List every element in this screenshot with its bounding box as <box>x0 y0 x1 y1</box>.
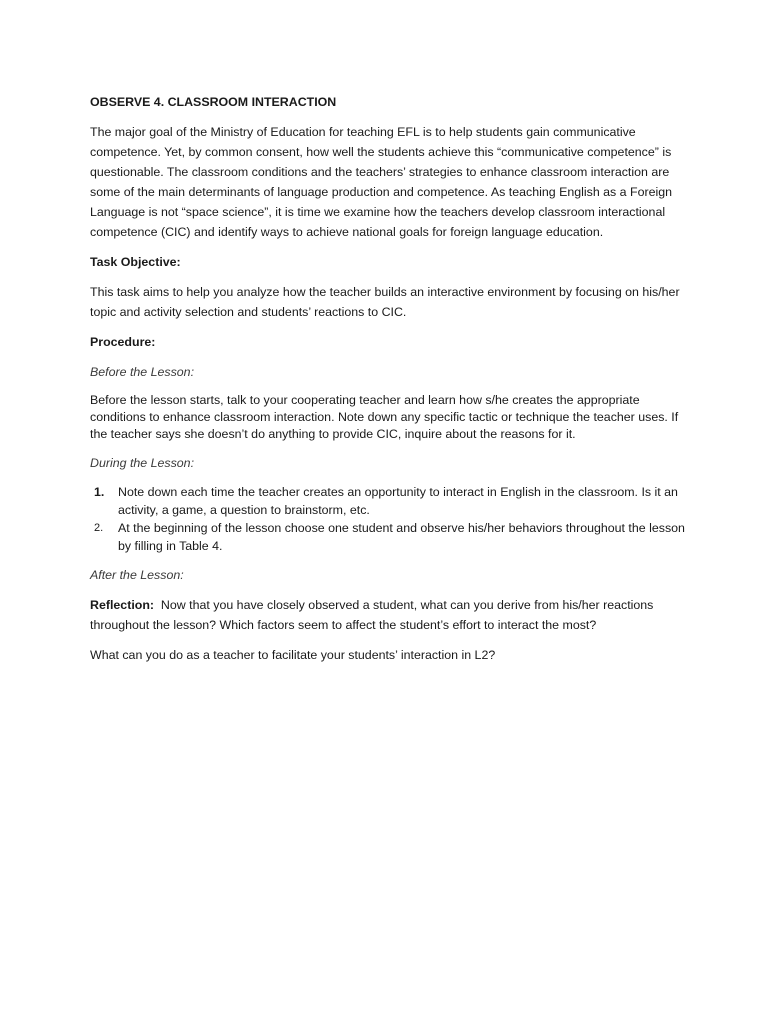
procedure-label: Procedure: <box>90 335 156 349</box>
reflection-paragraph <box>90 595 690 635</box>
after-lesson-label: After the Lesson: <box>90 568 184 582</box>
reflection-label: Reflection: <box>90 598 155 612</box>
final-question: What can you do as a teacher to facilitate your students’ interaction in L2? <box>90 648 496 662</box>
step-text: Note down each time the teacher creates an opportunity to interact in English in the classroom. Is it an activity, a game, a question to brainstorm, etc. <box>118 485 678 517</box>
task-objective-label: Task Objective: <box>90 255 181 269</box>
document-title: OBSERVE 4. CLASSROOM INTERACTION <box>90 95 337 109</box>
step-text: At the beginning of the lesson choose one student and observe his/her behaviors throughout the lesson by filling in Table 4. <box>118 521 685 553</box>
document-page <box>90 92 690 675</box>
during-lesson-label: During the Lesson: <box>90 456 195 470</box>
list-item <box>90 483 690 519</box>
step-number: 1. <box>94 485 105 499</box>
list-item <box>90 519 690 555</box>
before-lesson-label: Before the Lesson: <box>90 365 195 379</box>
reflection-text: Now that you have closely observed a student, what can you derive from his/her reactions throughout the lesson? Which factors seem to affect the student’s effort to interact the most? <box>90 598 654 632</box>
before-lesson-paragraph: Before the lesson starts, talk to your cooperating teacher and learn how s/he creates the appropriate conditions to enhance classroom interaction. Note down any specific tactic or technique the teacher uses. If the teacher says she doesn’t do anything to provide CIC, inquire about the reasons for it. <box>90 393 679 441</box>
step-number: 2. <box>94 522 104 534</box>
during-lesson-steps <box>90 483 690 555</box>
task-objective-paragraph: This task aims to help you analyze how the teacher builds an interactive environment by focusing on his/her topic and activity selection and students’ reactions to CIC. <box>90 285 680 319</box>
intro-paragraph: The major goal of the Ministry of Education for teaching EFL is to help students gain communicative competence. Yet, by common consent, how well the students achieve this “communicative competence” is questionable. The classroom conditions and the teachers’ strategies to enhance classroom interaction are some of the main determinants of language production and competence. As teaching English as a Foreign Language is not “space science”, it is time we examine how the teachers develop classroom interactional competence (CIC) and identify ways to achieve national goals for foreign language education. <box>90 125 673 239</box>
